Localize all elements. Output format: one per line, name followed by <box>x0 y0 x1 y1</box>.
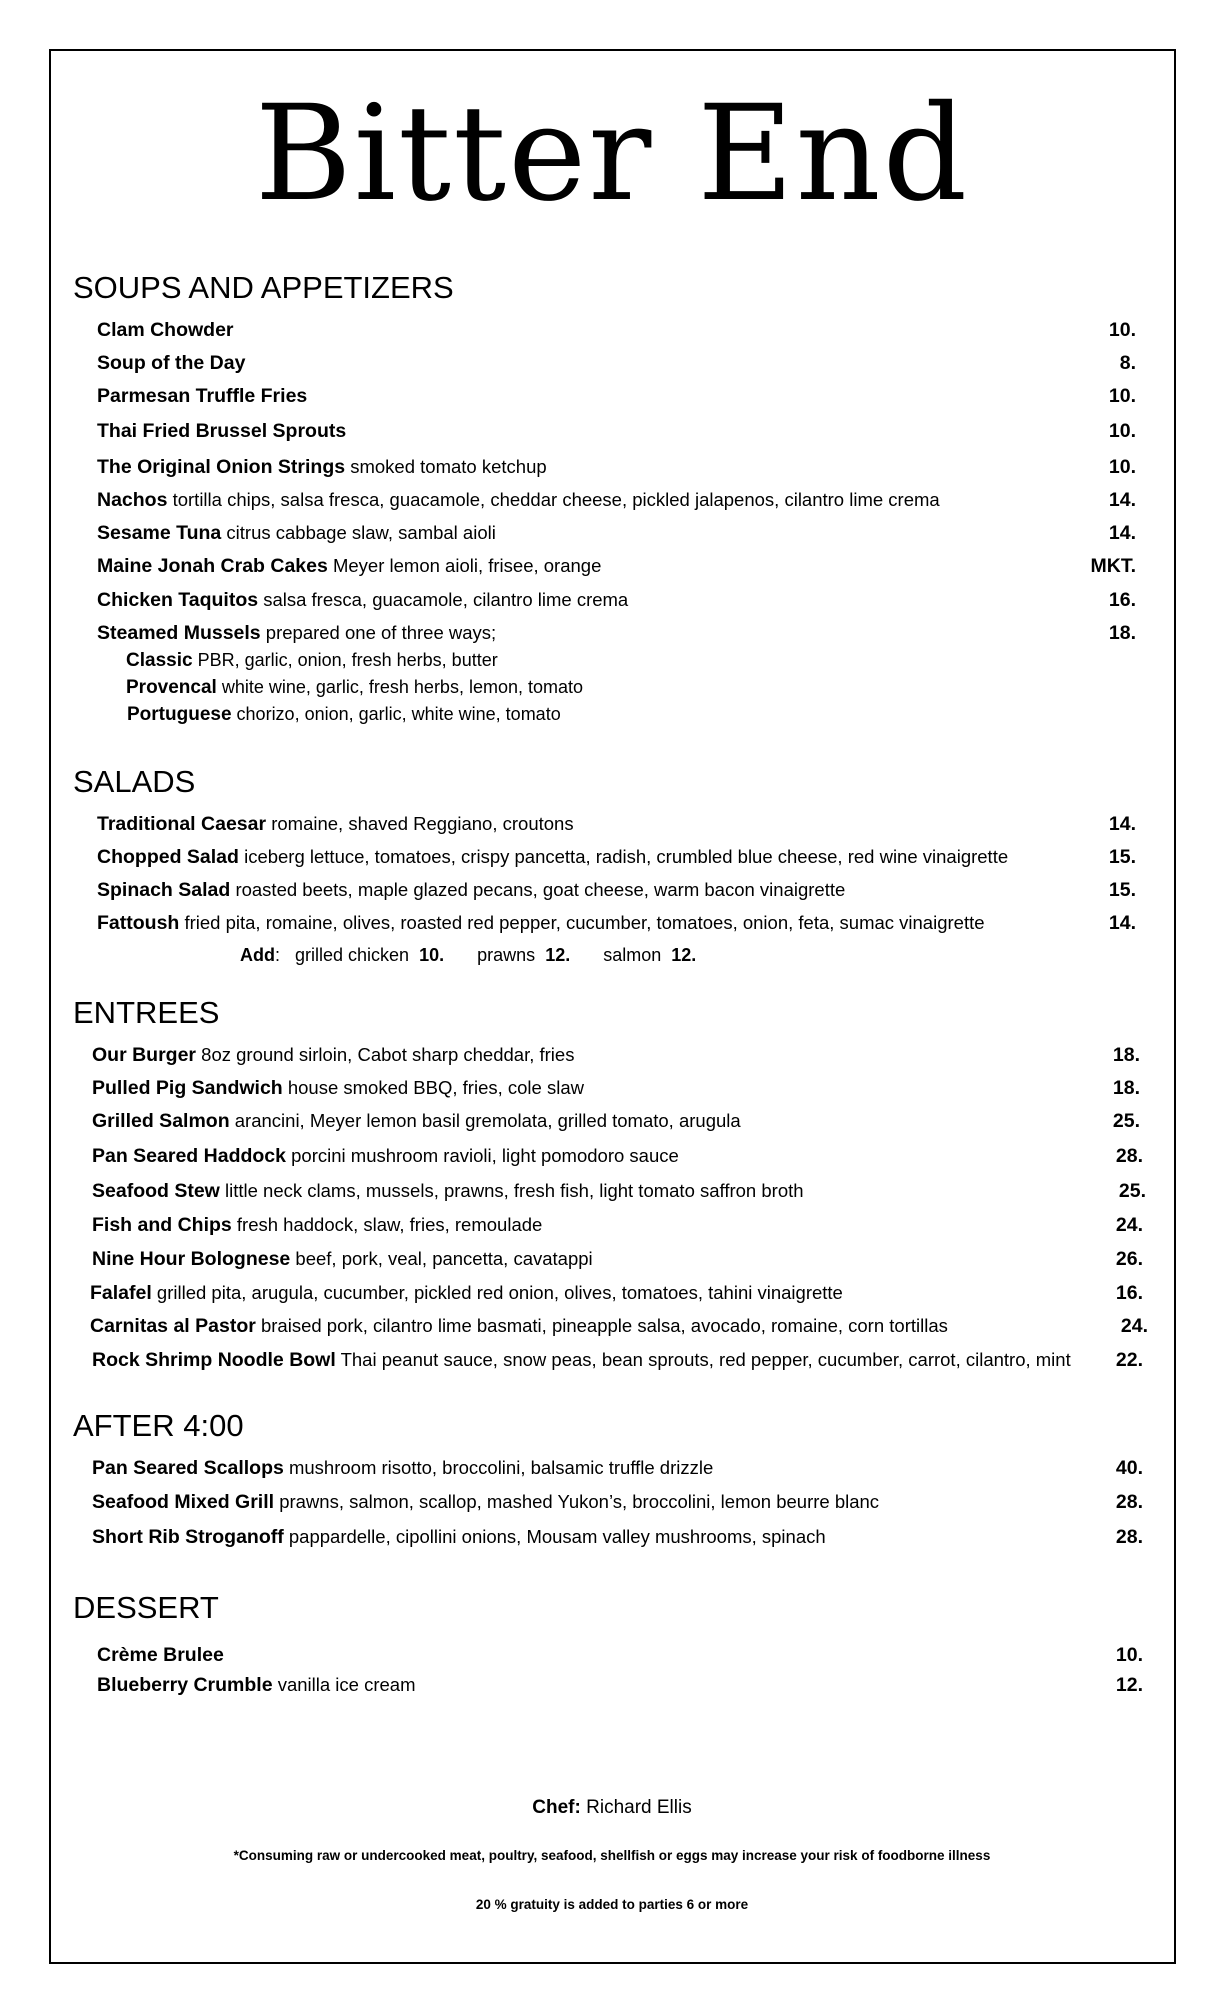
restaurant-title: Bitter End <box>254 77 970 231</box>
item-desc: mushroom risotto, broccolini, balsamic truffle drizzle <box>288 1457 714 1478</box>
item-price: 8. <box>1119 352 1136 374</box>
style-name: Portuguese <box>127 704 232 725</box>
item-name: Blueberry Crumble <box>97 1674 273 1696</box>
item-price: 25. <box>1118 1180 1146 1202</box>
item-desc: house smoked BBQ, fries, cole slaw <box>287 1077 584 1098</box>
item-price: 40. <box>1115 1457 1143 1479</box>
item-price: 15. <box>1108 846 1136 868</box>
item-desc: vanilla ice cream <box>277 1674 416 1695</box>
menu-item <box>0 1280 1224 1306</box>
menu-item <box>0 1212 1224 1238</box>
item-price: 25. <box>1112 1110 1140 1132</box>
item-price: 10. <box>1108 456 1136 478</box>
menu-item <box>0 383 1224 409</box>
item-price: 14. <box>1108 912 1136 934</box>
menu-item <box>0 553 1224 579</box>
menu-item <box>0 587 1224 613</box>
add-option-name: prawns <box>477 945 536 965</box>
item-name: Pan Seared Scallops <box>92 1457 284 1479</box>
menu-item <box>0 1143 1224 1169</box>
mussel-style <box>127 701 561 728</box>
item-desc: prepared one of three ways; <box>265 622 497 643</box>
item-name: Pan Seared Haddock <box>92 1145 286 1167</box>
menu-item <box>0 350 1224 376</box>
menu-item <box>0 520 1224 546</box>
item-price: 28. <box>1115 1145 1143 1167</box>
menu-item <box>0 1042 1224 1068</box>
menu-item <box>0 844 1224 870</box>
menu-item <box>0 317 1224 343</box>
item-name: Carnitas al Pastor <box>90 1315 256 1337</box>
menu-item <box>0 1347 1224 1373</box>
item-desc: smoked tomato ketchup <box>350 456 547 477</box>
item-desc: arancini, Meyer lemon basil gremolata, grilled tomato, arugula <box>234 1110 741 1131</box>
item-price: 22. <box>1115 1349 1143 1371</box>
item-desc: romaine, shaved Reggiano, croutons <box>271 813 574 834</box>
item-price: 14. <box>1108 813 1136 835</box>
menu-item <box>0 1455 1224 1481</box>
item-price: MKT. <box>1090 555 1136 577</box>
menu-item <box>0 487 1224 513</box>
item-name: Fish and Chips <box>92 1214 232 1236</box>
section-title-salads: SALADS <box>73 764 196 799</box>
item-price: 16. <box>1108 589 1136 611</box>
mussel-style <box>126 647 498 674</box>
section-title-after4: AFTER 4:00 <box>73 1408 244 1443</box>
item-name: Crème Brulee <box>97 1644 224 1666</box>
gratuity-note: 20 % gratuity is added to parties 6 or more <box>475 1897 749 1912</box>
item-name: The Original Onion Strings <box>97 456 346 478</box>
item-name: Pulled Pig Sandwich <box>92 1077 283 1099</box>
menu-item <box>0 811 1224 837</box>
menu-item <box>0 1178 1224 1204</box>
chef-label: Chef: <box>532 1797 581 1818</box>
style-name: Provencal <box>126 677 217 698</box>
food-safety-warning: *Consuming raw or undercooked meat, poultry, seafood, shellfish or eggs may increase your risk of foodborne illness <box>233 1848 991 1863</box>
item-name: Nine Hour Bolognese <box>92 1248 291 1270</box>
item-desc: iceberg lettuce, tomatoes, crispy pancetta, radish, crumbled blue cheese, red wine vinaigrette <box>244 846 1009 867</box>
item-price: 10. <box>1108 420 1136 442</box>
item-desc: pappardelle, cipollini onions, Mousam valley mushrooms, spinach <box>288 1526 826 1547</box>
item-name: Parmesan Truffle Fries <box>97 385 308 407</box>
menu-item <box>0 1313 1224 1339</box>
item-price: 26. <box>1115 1248 1143 1270</box>
menu-item <box>0 1524 1224 1550</box>
menu-item <box>0 1108 1224 1134</box>
item-price: 14. <box>1108 489 1136 511</box>
item-desc: grilled pita, arugula, cucumber, pickled red onion, olives, tomatoes, tahini vinaigrette <box>156 1282 843 1303</box>
section-title-soups: SOUPS AND APPETIZERS <box>73 270 454 305</box>
item-price: 28. <box>1115 1526 1143 1548</box>
item-name: Falafel <box>90 1282 152 1304</box>
item-desc: porcini mushroom ravioli, light pomodoro sauce <box>291 1145 679 1166</box>
item-name: Chicken Taquitos <box>97 589 259 611</box>
item-name: Steamed Mussels <box>97 622 261 644</box>
item-name: Traditional Caesar <box>97 813 267 835</box>
item-name: Our Burger <box>92 1044 197 1066</box>
item-desc: tortilla chips, salsa fresca, guacamole, cheddar cheese, pickled jalapenos, cilantro lime crema <box>172 489 940 510</box>
add-label: Add <box>240 945 275 965</box>
item-name: Seafood Mixed Grill <box>92 1491 275 1513</box>
item-price: 10. <box>1108 385 1136 407</box>
item-price: 15. <box>1108 879 1136 901</box>
item-desc: roasted beets, maple glazed pecans, goat cheese, warm bacon vinaigrette <box>235 879 846 900</box>
chef-name: Richard Ellis <box>586 1797 692 1818</box>
item-name: Spinach Salad <box>97 879 231 901</box>
item-desc: citrus cabbage slaw, sambal aioli <box>226 522 496 543</box>
style-name: Classic <box>126 650 193 671</box>
item-name: Thai Fried Brussel Sprouts <box>97 420 347 442</box>
mussel-style <box>126 674 583 701</box>
item-name: Seafood Stew <box>92 1180 220 1202</box>
item-name: Maine Jonah Crab Cakes <box>97 555 328 577</box>
section-title-entrees: ENTREES <box>73 995 220 1030</box>
item-price: 12. <box>1115 1674 1143 1696</box>
menu-item <box>0 1075 1224 1101</box>
add-option-price: 12. <box>671 945 697 965</box>
item-price: 10. <box>1115 1644 1143 1666</box>
item-price: 24. <box>1120 1315 1148 1337</box>
item-price: 18. <box>1112 1077 1140 1099</box>
item-desc: salsa fresca, guacamole, cilantro lime crema <box>263 589 629 610</box>
item-name: Rock Shrimp Noodle Bowl <box>92 1349 336 1371</box>
item-name: Short Rib Stroganoff <box>92 1526 284 1548</box>
item-name: Soup of the Day <box>97 352 246 374</box>
item-name: Nachos <box>97 489 168 511</box>
item-desc: 8oz ground sirloin, Cabot sharp cheddar, fries <box>201 1044 575 1065</box>
item-name: Fattoush <box>97 912 180 934</box>
item-name: Clam Chowder <box>97 319 234 341</box>
salad-add-ons: Add: grilled chicken 10. prawns 12. salmon 12. <box>240 945 697 965</box>
chef-credit <box>0 1797 1224 1819</box>
item-name: Sesame Tuna <box>97 522 222 544</box>
item-desc: braised pork, cilantro lime basmati, pineapple salsa, avocado, romaine, corn tortillas <box>260 1315 948 1336</box>
menu-item <box>0 620 1224 646</box>
item-price: 14. <box>1108 522 1136 544</box>
style-desc: white wine, garlic, fresh herbs, lemon, tomato <box>221 677 584 697</box>
item-price: 24. <box>1115 1214 1143 1236</box>
item-desc: Thai peanut sauce, snow peas, bean sprouts, red pepper, cucumber, carrot, cilantro, mint <box>340 1349 1071 1370</box>
menu-item <box>0 1489 1224 1515</box>
menu-item <box>0 454 1224 480</box>
item-price: 10. <box>1108 319 1136 341</box>
menu-item <box>0 1672 1224 1698</box>
add-option-name: grilled chicken <box>295 945 410 965</box>
add-option-name: salmon <box>603 945 662 965</box>
style-desc: PBR, garlic, onion, fresh herbs, butter <box>197 650 498 670</box>
item-desc: beef, pork, veal, pancetta, cavatappi <box>295 1248 593 1269</box>
item-name: Grilled Salmon <box>92 1110 230 1132</box>
item-desc: fresh haddock, slaw, fries, remoulade <box>236 1214 543 1235</box>
item-desc: fried pita, romaine, olives, roasted red pepper, cucumber, tomatoes, onion, feta, sumac vinaigrette <box>184 912 985 933</box>
item-desc: Meyer lemon aioli, frisee, orange <box>332 555 602 576</box>
item-desc: little neck clams, mussels, prawns, fresh fish, light tomato saffron broth <box>225 1180 804 1201</box>
menu-item <box>0 1246 1224 1272</box>
item-price: 16. <box>1115 1282 1143 1304</box>
item-desc: prawns, salmon, scallop, mashed Yukon’s, broccolini, lemon beurre blanc <box>279 1491 880 1512</box>
add-option-price: 10. <box>419 945 445 965</box>
style-desc: chorizo, onion, garlic, white wine, tomato <box>236 704 561 724</box>
section-title-dessert: DESSERT <box>73 1590 219 1625</box>
item-price: 18. <box>1108 622 1136 644</box>
menu-item <box>0 418 1224 444</box>
menu-item <box>0 910 1224 936</box>
item-price: 28. <box>1115 1491 1143 1513</box>
add-option-price: 12. <box>545 945 571 965</box>
menu-item <box>0 877 1224 903</box>
item-price: 18. <box>1112 1044 1140 1066</box>
menu-item <box>0 1642 1224 1668</box>
item-name: Chopped Salad <box>97 846 239 868</box>
